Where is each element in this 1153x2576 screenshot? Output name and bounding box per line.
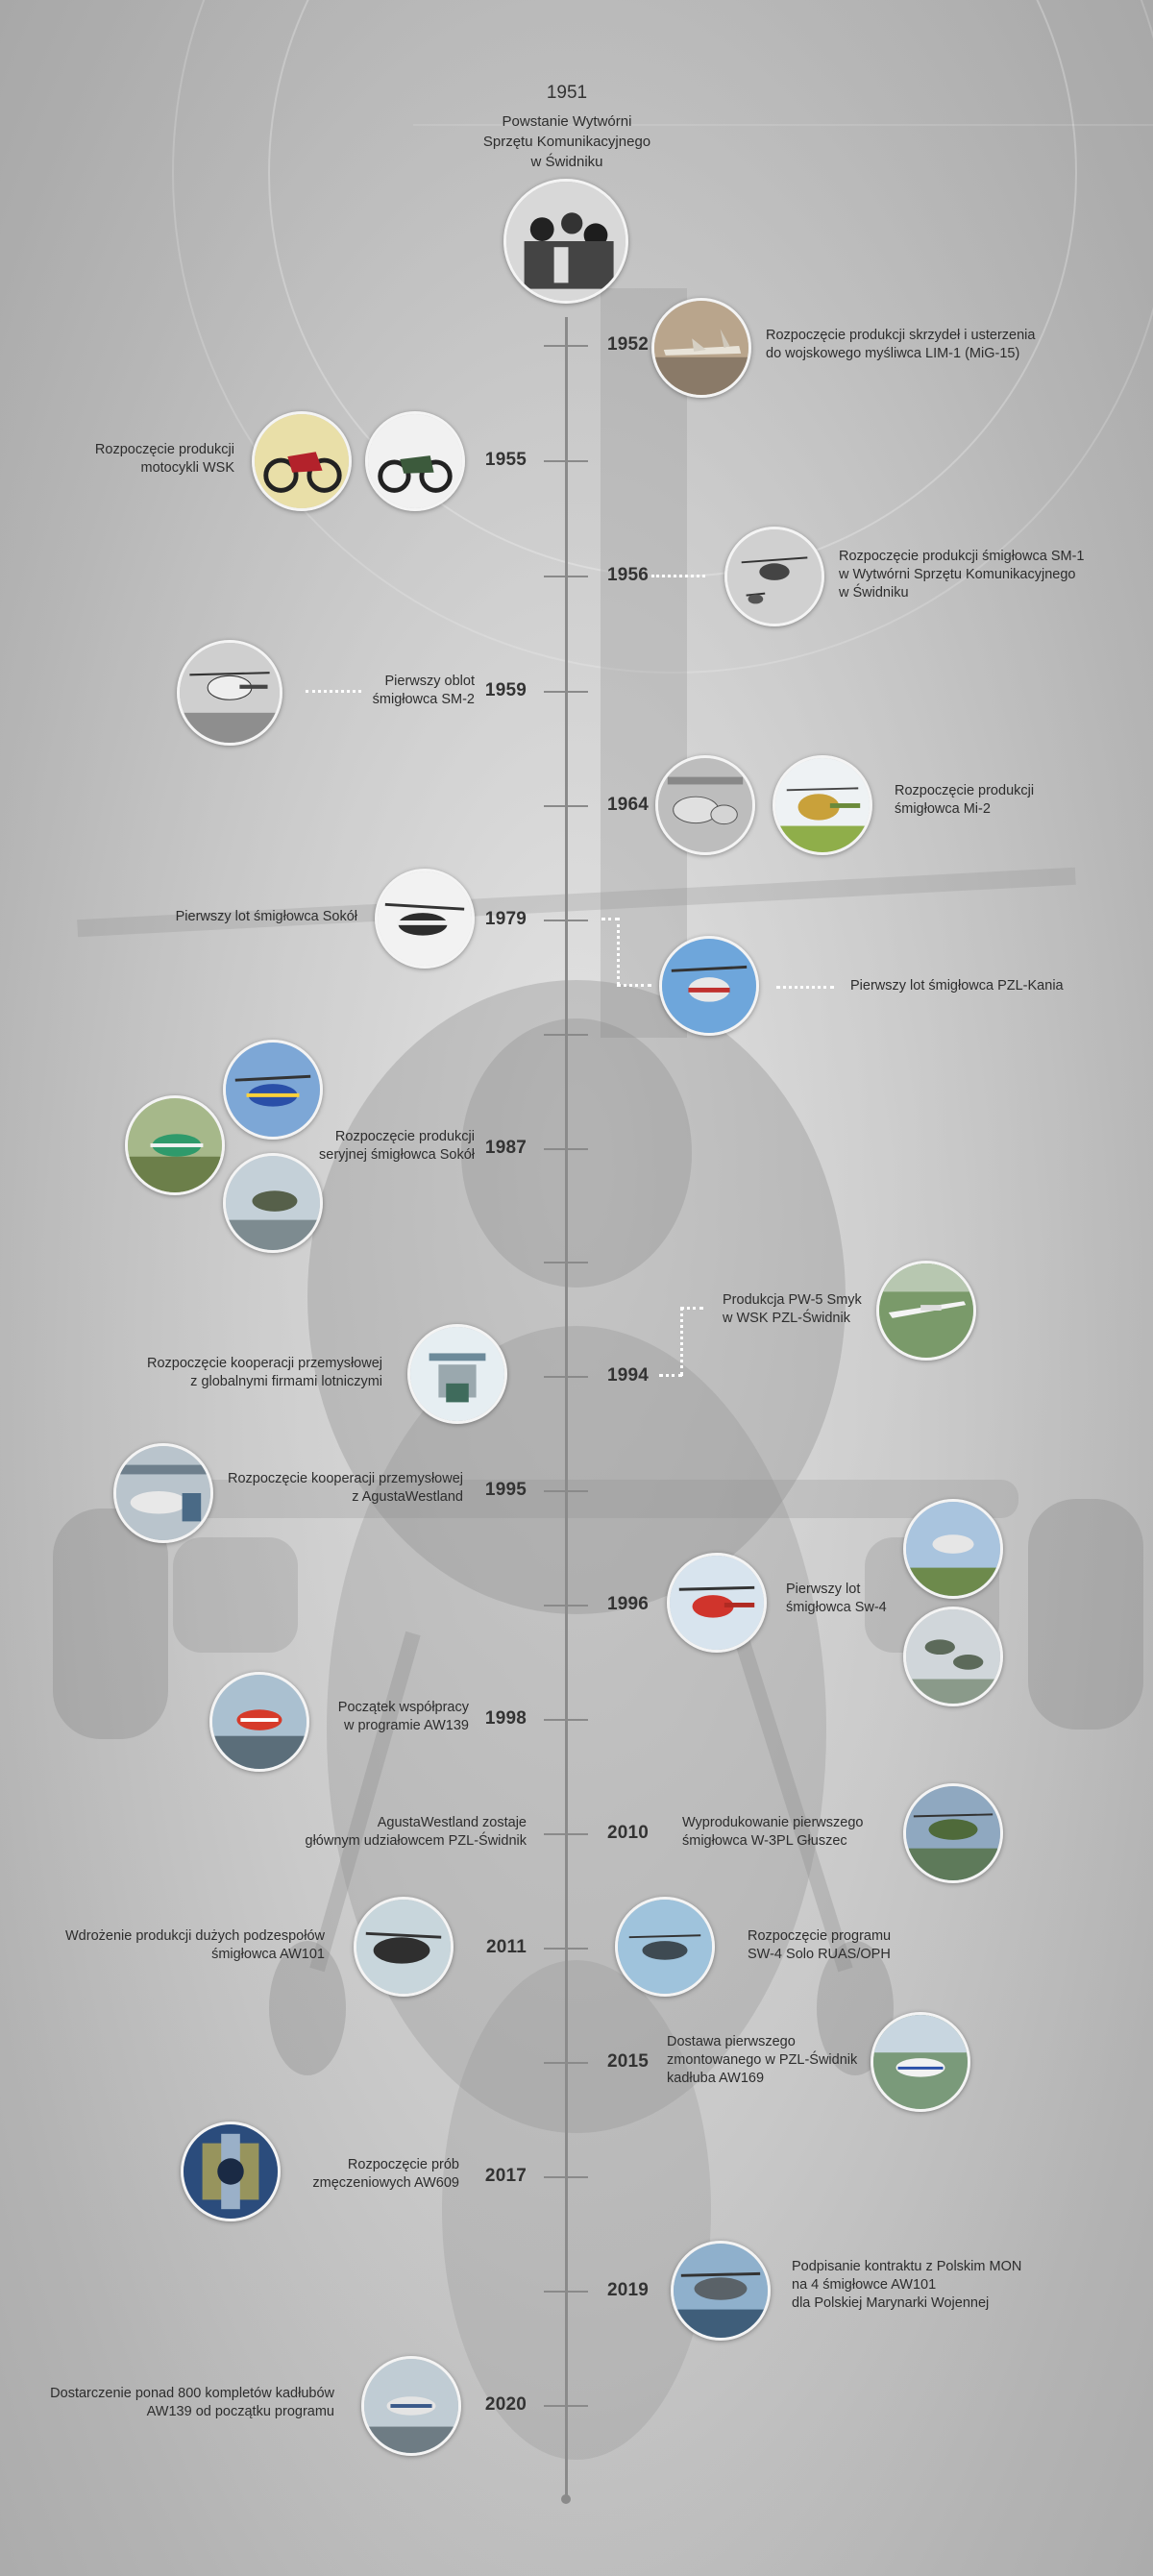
text-line: w programie AW139 <box>343 1718 469 1733</box>
timeline-text-2010-agusta <box>306 1814 527 1851</box>
text-line: Rozpoczęcie produkcji skrzydeł i usterzenia <box>766 328 1036 343</box>
text-line: Rozpoczęcie kooperacji przemysłowej <box>147 1356 382 1371</box>
text-line: Dostawa pierwszego <box>667 2034 796 2049</box>
photo-1996-sw4-pair <box>903 1499 1003 1599</box>
timeline-year-2015: 2015 <box>607 2051 650 2072</box>
text-line: śmigłowca W-3PL Głuszec <box>682 1833 847 1849</box>
timeline-year-1998: 1998 <box>484 1708 527 1729</box>
photo-1995-agustawestland-hangar <box>113 1443 213 1543</box>
text-line: Rozpoczęcie produkcji <box>895 783 1035 798</box>
tick-1952 <box>544 345 588 347</box>
photo-1987-sokol-blue <box>223 1040 323 1140</box>
text-line: AgustaWestland zostaje <box>377 1815 527 1830</box>
connector-dots-1994-top <box>680 1307 703 1310</box>
text-line: zmontowanego w PZL-Świdnik <box>667 2052 858 2068</box>
text-line: Sprzętu Komunikacyjnego <box>482 134 651 150</box>
text-line: głównym udziałowcem PZL-Świdnik <box>305 1833 527 1849</box>
photo-1987-sokol-green <box>125 1095 225 1195</box>
tick-extra-2 <box>544 1262 588 1263</box>
connector-dots-1979-vertical <box>617 918 620 985</box>
photo-2020-aw139-fuselages <box>361 2356 461 2456</box>
text-line: Rozpoczęcie produkcji śmigłowca SM-1 <box>839 549 1085 564</box>
connector-dots-1979-bottom <box>617 984 651 987</box>
tick-1987 <box>544 1148 588 1150</box>
text-line: seryjnej śmigłowca Sokół <box>319 1147 475 1163</box>
connector-dots-1956 <box>651 575 705 577</box>
photo-1987-sokol-military <box>223 1153 323 1253</box>
text-line: Produkcja PW-5 Smyk <box>723 1292 862 1308</box>
text-line: Pierwszy lot śmigłowca Sokół <box>175 909 357 924</box>
timeline-text-1964 <box>895 782 1034 819</box>
timeline-year-1951: 1951 <box>546 83 588 103</box>
text-line: Dostarczenie ponad 800 kompletów kadłubów <box>50 2386 334 2401</box>
photo-2011-aw101-components <box>354 1897 454 1997</box>
timeline-axis <box>565 317 568 2498</box>
text-line: dla Polskiej Marynarki Wojennej <box>792 2295 990 2311</box>
connector-dots-1994-bottom <box>659 1374 682 1377</box>
tick-2010 <box>544 1833 588 1835</box>
photo-1964-mi2-helicopter <box>773 755 872 855</box>
tick-1996 <box>544 1605 588 1607</box>
photo-1996-sw4-red <box>667 1553 767 1653</box>
text-line: Początek współpracy <box>337 1700 469 1715</box>
tick-1956 <box>544 576 588 577</box>
photo-1979-sokol-helicopter <box>375 869 475 969</box>
tick-2019 <box>544 2291 588 2293</box>
text-line: motocykli WSK <box>140 460 234 476</box>
photo-1994-cooperation-workshop <box>407 1324 507 1424</box>
text-line: śmigłowca AW101 <box>211 1947 325 1962</box>
connector-dots-1994-vertical <box>680 1307 683 1376</box>
timeline-text-2020 <box>50 2385 334 2421</box>
timeline-text-1955 <box>95 441 234 478</box>
timeline-year-2011: 2011 <box>485 1937 527 1957</box>
text-line: kadłuba AW169 <box>667 2071 765 2086</box>
timeline-year-2010: 2010 <box>607 1823 650 1843</box>
timeline-text-1979 <box>176 908 357 926</box>
timeline-year-1979: 1979 <box>484 909 527 929</box>
text-line: Wdrożenie produkcji dużych podzespołów <box>64 1928 325 1944</box>
text-line: Pierwszy lot śmigłowca PZL-Kania <box>850 978 1064 994</box>
text-line: śmigłowca Mi-2 <box>895 801 991 817</box>
tick-2020 <box>544 2405 588 2407</box>
timeline-text-1956 <box>839 548 1084 602</box>
text-line: Pierwszy lot <box>786 1582 861 1597</box>
photo-2017-aw609-test-rig <box>181 2122 281 2221</box>
photo-1956-sm1-helicopter <box>724 527 824 626</box>
photo-1959-sm2-helicopter <box>177 640 282 746</box>
text-line: w Świdniku <box>530 154 603 170</box>
text-line: AW139 od początku programu <box>146 2404 334 2419</box>
tick-1964 <box>544 805 588 807</box>
text-line: z AgustaWestland <box>352 1489 463 1505</box>
text-line: Rozpoczęcie produkcji <box>94 442 234 457</box>
timeline-year-1955: 1955 <box>484 450 527 470</box>
timeline-year-1952: 1952 <box>607 334 650 355</box>
timeline-year-1996: 1996 <box>607 1594 650 1614</box>
photo-2011-sw4-solo <box>615 1897 715 1997</box>
timeline-year-2017: 2017 <box>484 2166 527 2186</box>
timeline-text-1952 <box>766 327 1035 363</box>
photo-1952-lim1-jet <box>651 298 751 398</box>
timeline-axis-end <box>561 2494 571 2504</box>
timeline-year-2019: 2019 <box>607 2280 650 2300</box>
tick-1994 <box>544 1376 588 1378</box>
photo-2010-w3pl-gluszec <box>903 1783 1003 1883</box>
text-line: śmigłowca SM-2 <box>372 692 475 707</box>
timeline-text-2017 <box>312 2156 459 2193</box>
timeline-text-1994-cooperation <box>147 1355 382 1391</box>
timeline-text-2011-aw101 <box>65 1927 325 1964</box>
connector-dots-1959 <box>306 690 361 693</box>
text-line: Wyprodukowanie pierwszego <box>682 1815 864 1830</box>
photo-1998-aw139 <box>209 1672 309 1772</box>
timeline-text-1995 <box>228 1470 463 1507</box>
tick-1979 <box>544 920 588 921</box>
timeline-year-1995: 1995 <box>484 1480 527 1500</box>
text-line: z globalnymi firmami lotniczymi <box>190 1374 382 1389</box>
text-line: śmigłowca Sw-4 <box>786 1600 887 1615</box>
photo-1955-wsk-motorcycle-green <box>365 411 465 511</box>
tick-1995 <box>544 1490 588 1492</box>
timeline-text-1994-smyk <box>723 1291 862 1328</box>
photo-2015-aw169 <box>871 2012 970 2112</box>
photo-1994-pw5-smyk-glider <box>876 1261 976 1361</box>
photo-1964-factory-hall <box>655 755 755 855</box>
timeline-text-1979-kania <box>850 977 1064 995</box>
timeline-text-1959 <box>373 673 475 709</box>
text-line: Rozpoczęcie produkcji <box>334 1129 475 1144</box>
tick-2015 <box>544 2062 588 2064</box>
connector-dots-kania <box>776 986 834 989</box>
timeline-text-2010-gluszec <box>682 1814 863 1851</box>
timeline-text-1987 <box>319 1128 475 1165</box>
text-line: Rozpoczęcie kooperacji przemysłowej <box>228 1471 463 1486</box>
tick-2017 <box>544 2176 588 2178</box>
timeline-text-2015 <box>667 2033 857 2088</box>
tick-extra-1 <box>544 1034 588 1036</box>
photo-1951-founding-crowd <box>503 179 628 304</box>
tick-1959 <box>544 691 588 693</box>
text-line: Pierwszy oblot <box>384 674 475 689</box>
timeline-text-1998 <box>338 1699 469 1735</box>
timeline-text-2011-sw4-solo <box>748 1927 891 1964</box>
tick-1998 <box>544 1719 588 1721</box>
text-line: Rozpoczęcie prób <box>347 2157 459 2172</box>
text-line: zmęczeniowych AW609 <box>312 2175 459 2191</box>
tick-1955 <box>544 460 588 462</box>
text-line: na 4 śmigłowce AW101 <box>792 2277 937 2293</box>
timeline-text-1996 <box>786 1581 887 1617</box>
text-line: do wojskowego myśliwca LIM-1 (MiG-15) <box>766 346 1020 361</box>
timeline-text-1951 <box>452 111 682 172</box>
timeline-year-1987: 1987 <box>484 1138 527 1158</box>
photo-1979-pzl-kania <box>659 936 759 1036</box>
timeline-year-2020: 2020 <box>484 2394 527 2415</box>
timeline-year-1956: 1956 <box>607 565 650 585</box>
text-line: Podpisanie kontraktu z Polskim MON <box>792 2259 1022 2274</box>
text-line: w WSK PZL-Świdnik <box>723 1311 850 1326</box>
timeline-year-1964: 1964 <box>607 795 650 815</box>
text-line: w Świdniku <box>839 585 909 601</box>
text-line: SW-4 Solo RUAS/OPH <box>748 1947 891 1962</box>
photo-1955-wsk-motorcycle-red <box>252 411 352 511</box>
timeline-year-1959: 1959 <box>484 680 527 700</box>
timeline-year-1994: 1994 <box>607 1365 650 1386</box>
text-line: Powstanie Wytwórni <box>502 113 632 130</box>
text-line: w Wytwórni Sprzętu Komunikacyjnego <box>839 567 1076 582</box>
text-line: Rozpoczęcie programu <box>748 1928 892 1944</box>
tick-2011 <box>544 1948 588 1950</box>
entry-text-1951 <box>0 0 1 1</box>
photo-1996-sw4-formation <box>903 1607 1003 1706</box>
photo-2019-aw101-navy <box>671 2241 771 2341</box>
timeline-text-2019 <box>792 2258 1021 2313</box>
